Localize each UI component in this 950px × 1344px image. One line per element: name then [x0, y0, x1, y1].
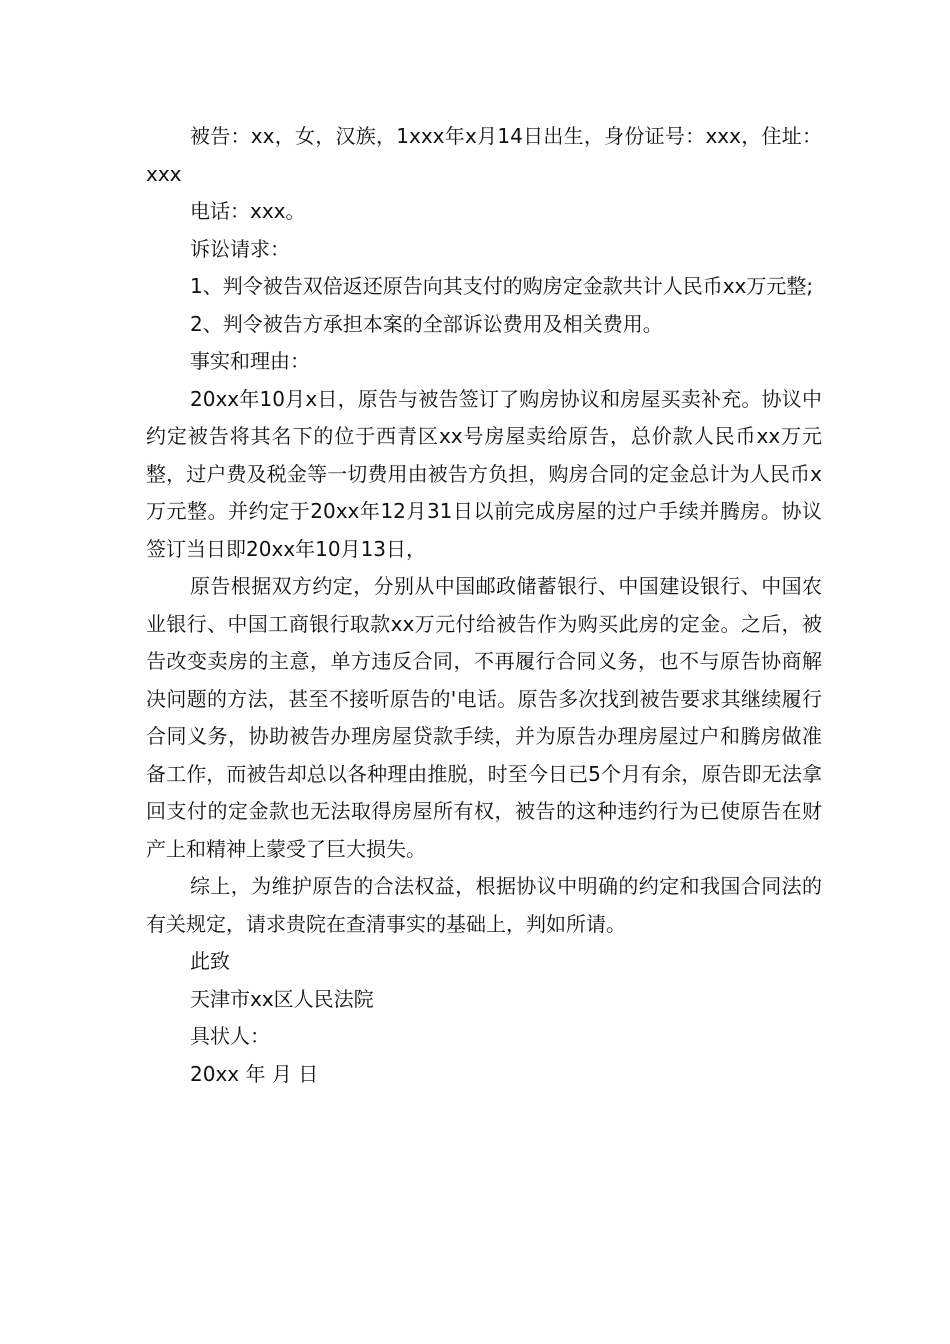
conclusion-paragraph: 综上，为维护原告的合法权益，根据协议中明确的约定和我国合同法的有关规定，请求贵院在查清事实的基础上，判如所请。 — [146, 874, 822, 936]
facts-paragraph-1: 20xx年10月x日，原告与被告签订了购房协议和房屋买卖补充。协议中约定被告将其名下的位于西青区xx号房屋卖给原告，总价款人民币xx万元整，过户费及税金等一切费用由被告方负担，购房合同的定金总计为人民币x万元整。并约定于20xx年12月31日以前完成房屋的过户手续并腾房。协议签订当日即20xx年10月13日， — [146, 386, 822, 561]
document-page — [146, 118, 822, 1093]
court-name: 天津市xx区人民法院 — [190, 986, 374, 1011]
claims-heading: 诉讼请求： — [190, 236, 290, 261]
document-date: 20xx 年 月 日 — [190, 1061, 319, 1086]
signer-label: 具状人： — [190, 1024, 270, 1048]
facts-paragraph-2: 原告根据双方约定，分别从中国邮政储蓄银行、中国建设银行、中国农业银行、中国工商银行取款xx万元付给被告作为购买此房的定金。之后，被告改变卖房的主意，单方违反合同，不再履行合同义务，也不与原告协商解决问题的方法，甚至不接听原告的'电话。原告多次找到被告要求其继续履行合同义务，协助被告办理房屋贷款手续，并为原告办理房屋过户和腾房做准备工作，而被告却总以各种理由推脱，时至今日已5个月有余，原告即无法拿回支付的定金款也无法取得房屋所有权，被告的这种违约行为已使原告在财产上和精神上蒙受了巨大损失。 — [146, 574, 822, 861]
claim-item-2: 2、判令被告方承担本案的全部诉讼费用及相关费用。 — [190, 311, 663, 336]
salutation: 此致 — [190, 949, 230, 973]
facts-heading: 事实和理由： — [190, 349, 310, 373]
defendant-phone: 电话：xxx。 — [190, 199, 306, 223]
claim-item-1: 1、判令被告双倍返还原告向其支付的购房定金款共计人民币xx万元整; — [190, 274, 814, 298]
defendant-info: 被告：xx，女，汉族，1xxx年x月14日出生，身份证号：xxx，住址：xxx — [146, 124, 822, 186]
